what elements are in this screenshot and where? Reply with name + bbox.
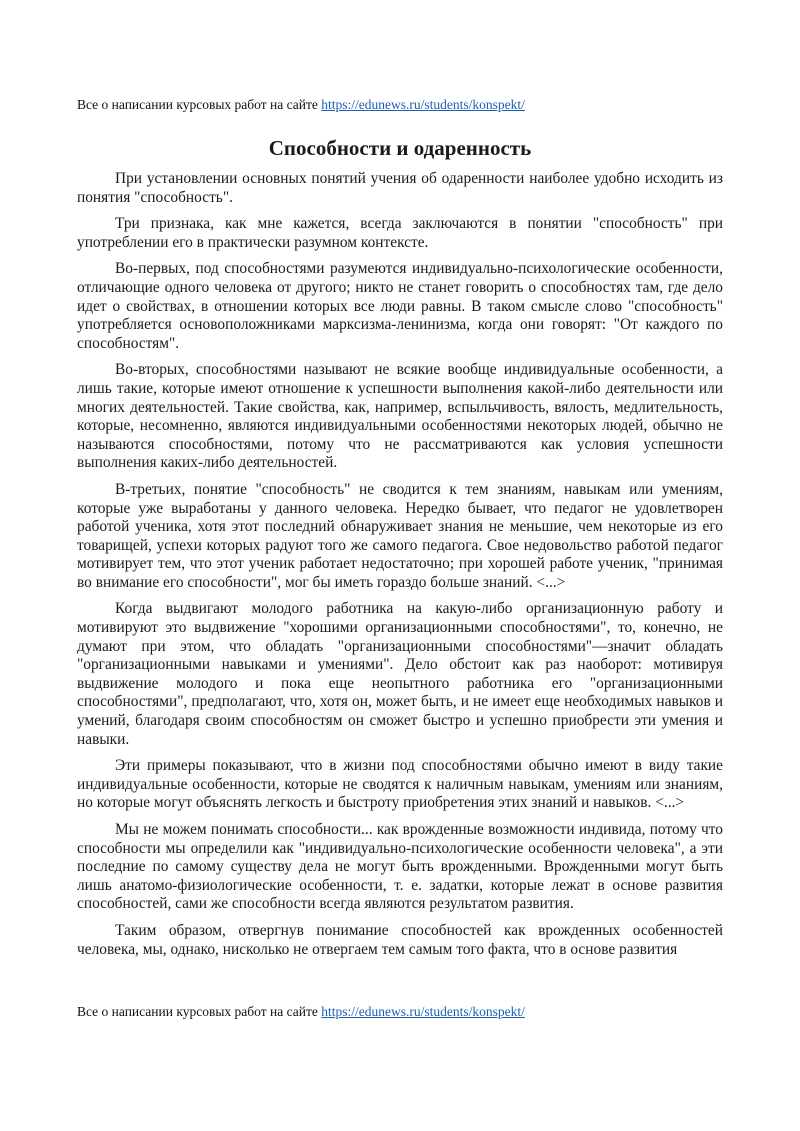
- paragraph: В-третьих, понятие "способность" не сводится к тем знаниям, навыкам или умениям, которые уже выработаны у данного человека. Нередко бывает, что педагог не удовлетворен работой ученика, хотя этот последний обнаруживает знания не меньшие, чем некоторые из его товарищей, успехи которых радуют того же самого педагога. Свое недовольство работой педагог мотивирует тем, что этот ученик работает недостаточно; при хорошей работе ученик, "принимая во внимание его способности", мог бы иметь гораздо больше знаний. <...>: [77, 480, 723, 591]
- paragraph: Таким образом, отвергнув понимание способностей как врожденных особенностей человека, мы, однако, нисколько не отвергаем тем самым того факта, что в основе развития: [77, 921, 723, 958]
- paragraph: Во-вторых, способностями называют не всякие вообще индивидуальные особенности, а лишь такие, которые имеют отношение к успешности выполнения какой-либо деятельности или многих деятельностей. Такие свойства, как, например, вспыльчивость, вялость, медлительность, которые, несомненно, являются индивидуальными особенностями некоторых людей, обычно не называются способностями, потому что не рассматриваются как условия успешности выполнения каких-либо деятельностей.: [77, 361, 723, 472]
- header-text: Все о написании курсовых работ на сайте: [77, 97, 322, 112]
- paragraph: При установлении основных понятий учения об одаренности наиболее удобно исходить из понятия "способность".: [77, 170, 723, 206]
- document-title: Способности и одаренность: [268, 136, 532, 160]
- page-header: [77, 96, 727, 113]
- paragraph: Когда выдвигают молодого работника на какую-либо организационную работу и мотивируют это выдвижение "хорошими организационными способностями", то, конечно, не думают при этом, что обладать "организационными способностями"—значит обладать "организационными навыками и умениями". Дело обстоит как раз наоборот: мотивируя выдвижение молодого и пока еще неопытного работника его "организационными способностями", предполагают, что, хотя он, может быть, и не имеет еще необходимых навыков и умений, благодаря своим способностям он сможет быстро и успешно приобрести эти умения и навыки.: [77, 600, 723, 748]
- header-link[interactable]: https://edunews.ru/students/konspekt/: [321, 97, 525, 112]
- paragraph: Мы не можем понимать способности... как врожденные возможности индивида, потому что способности мы определили как "индивидуально-психологические особенности человека", а эти последние по самому существу дела не могут быть врожденными. Врожденными могут быть лишь анатомо-физиологические особенности, т. е. задатки, которые лежат в основе развития способностей, сами же способности всегда являются результатом развития.: [77, 821, 723, 913]
- paragraph: Во-первых, под способностями разумеются индивидуально-психологические особенности, отличающие одного человека от другого; никто не станет говорить о способностях там, где дело идет о свойствах, в отношении которых все люди равны. В таком смысле слово "способность" употребляется основоположниками марксизма-ленинизма, когда они говорят: "От каждого по способностям".: [77, 260, 723, 352]
- footer-link[interactable]: https://edunews.ru/students/konspekt/: [321, 1004, 525, 1019]
- paragraph: Эти примеры показывают, что в жизни под способностями обычно имеют в виду такие индивидуальные особенности, которые не сводятся к наличным навыкам, умениям или знаниям, но которые могут объяснять легкость и быстроту приобретения этих знаний и навыков. <...>: [77, 757, 723, 812]
- document-body: [77, 170, 723, 967]
- paragraph: Три признака, как мне кажется, всегда заключаются в понятии "способность" при употреблении его в практически разумном контексте.: [77, 215, 723, 251]
- page-footer: [77, 1003, 727, 1020]
- footer-text: Все о написании курсовых работ на сайте: [77, 1004, 322, 1019]
